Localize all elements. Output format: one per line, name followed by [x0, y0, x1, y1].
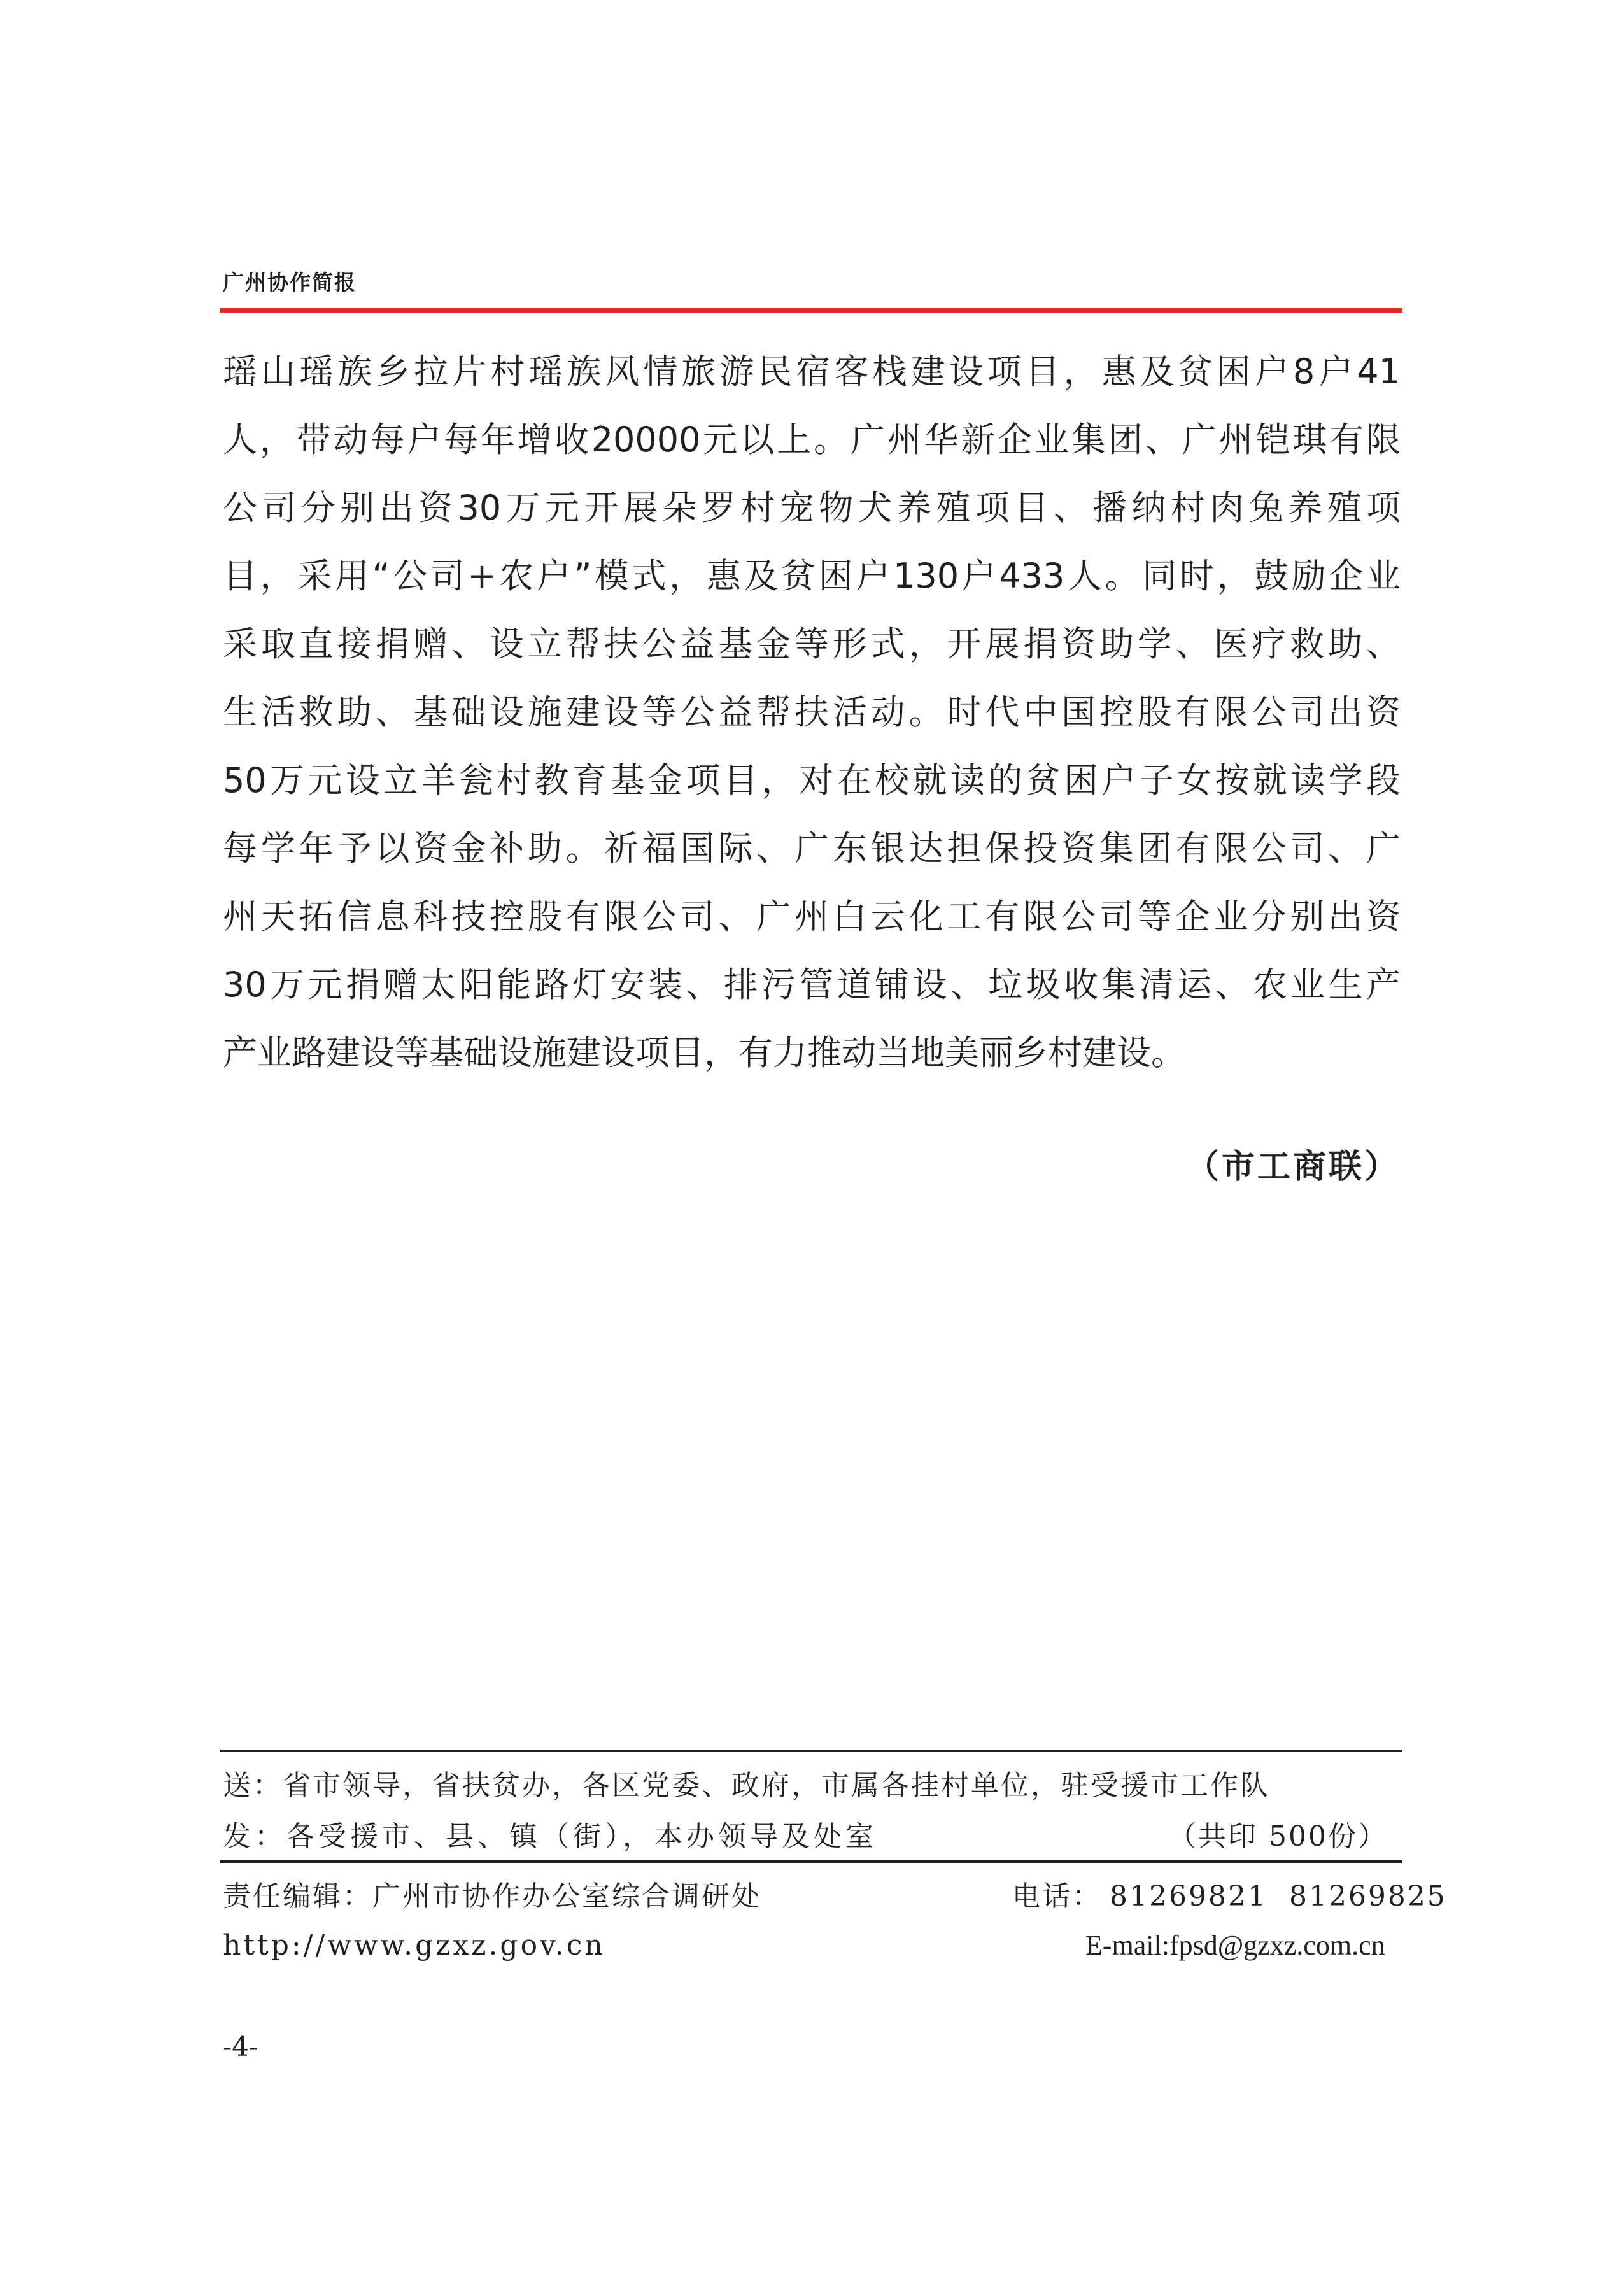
distribution-send-to: 送：省市领导，省扶贫办，各区党委、政府，市属各挂村单位，驻受援市工作队 [223, 1769, 1270, 1802]
phone-block [1012, 1873, 1447, 1914]
article-line: 每学年予以资金补助。祈福国际、广东银达担保投资集团有限公司、广 [223, 828, 1401, 868]
distribution-cc-text: 发：各受援市、县、镇（街），本办领导及处室 [223, 1820, 877, 1853]
article-line: 目，采用“公司+农户”模式，惠及贫困户130户433人。同时，鼓励企业 [223, 556, 1401, 596]
responsible-editor: 责任编辑：广州市协作办公室综合调研处 [223, 1880, 761, 1913]
article-source: （市工商联） [1185, 1148, 1400, 1186]
page-number: -4- [223, 2031, 258, 2062]
web-contact-row [223, 1929, 1388, 1962]
article-line: 50万元设立羊瓮村教育基金项目，对在校就读的贫困户子女按就读学段 [223, 760, 1401, 800]
editor-contact-row [223, 1873, 1447, 1914]
distribution-cc [223, 1813, 1401, 1854]
article-body [223, 337, 1401, 1087]
article-line: 产业路建设等基础设施建设项目，有力推动当地美丽乡村建设。 [223, 1033, 1185, 1073]
publication-title: 广州协作简报 [223, 270, 357, 295]
phone-label: 电话： [1012, 1880, 1102, 1913]
article-line: 采取直接捐赠、设立帮扶公益基金等形式，开展捐资助学、医疗救助、 [223, 624, 1401, 664]
print-copies: （共印 500份） [1168, 1820, 1388, 1853]
article-line: 生活救助、基础设施建设等公益帮扶活动。时代中国控股有限公司出资 [223, 692, 1401, 732]
article-line: 30万元捐赠太阳能路灯安装、排污管道铺设、垃圾收集清运、农业生产 [223, 965, 1401, 1005]
article-line: 州天拓信息科技控股有限公司、广州白云化工有限公司等企业分别出资 [223, 896, 1401, 937]
website-link[interactable]: http://www.gzxz.gov.cn [223, 1929, 605, 1962]
phone-number: 81269825 [1289, 1880, 1447, 1913]
article-line: 公司分别出资30万元开展朵罗村宠物犬养殖项目、播纳村肉兔养殖项 [223, 488, 1401, 528]
footer-bottom-divider [220, 1860, 1402, 1863]
article-line: 人，带动每户每年增收20000元以上。广州华新企业集团、广州铠琪有限 [223, 420, 1401, 460]
footer-top-divider [220, 1750, 1402, 1752]
phone-number: 81269821 [1110, 1880, 1267, 1913]
email-link[interactable]: E-mail:fpsd@gzxz.com.cn [1085, 1930, 1385, 1961]
article-line: 瑶山瑶族乡拉片村瑶族风情旅游民宿客栈建设项目，惠及贫困户8户41 [223, 351, 1401, 392]
header-divider [220, 308, 1402, 313]
